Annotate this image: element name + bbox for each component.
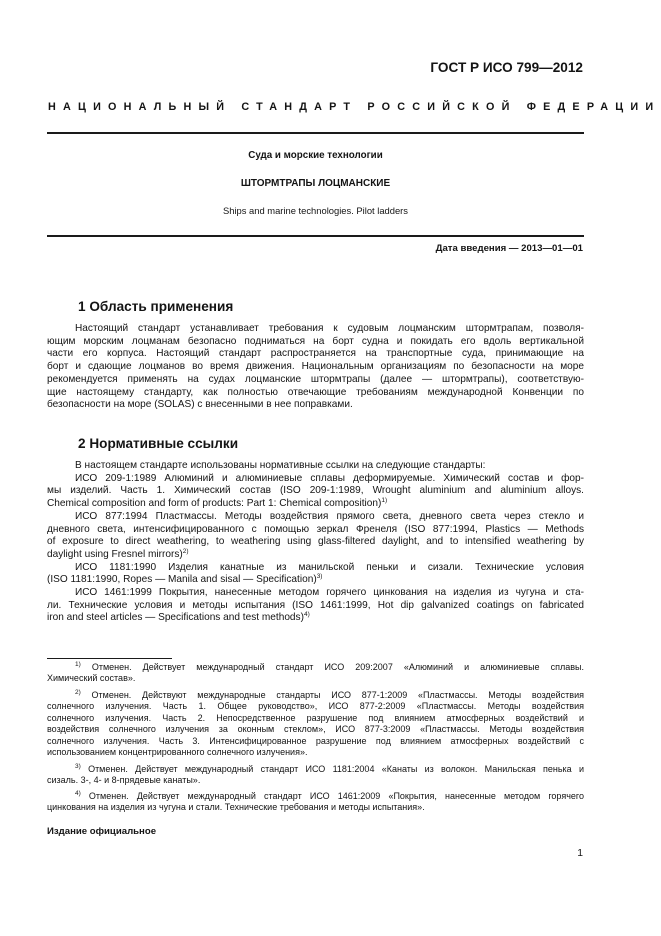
footnote-text: Отменен. Действует международный стандарт ИСО 1461:2009 «Покрытия, нанесенные методом горячего xyxy=(88,791,584,801)
text-line: безопасности на море (SOLAS) с внесенными в нее поправками. xyxy=(47,399,353,411)
national-standard-banner: НАЦИОНАЛЬНЫЙ СТАНДАРТ РОССИЙСКОЙ ФЕДЕРАЦИИ xyxy=(48,101,661,113)
footnote-mark[interactable]: 2) xyxy=(182,547,189,555)
footnote-text: солнечного излучения. Часть 2. Непосредственное разрушение под влиянием атмосферных воздействий и xyxy=(47,712,584,723)
section-2-body xyxy=(47,460,584,625)
reference-iso-209-line xyxy=(47,498,584,511)
text-line: щие настоящему стандарту, как полностью отвечающие требованиям международной Конвенции по xyxy=(47,386,584,398)
footnote-mark: 2) xyxy=(75,689,81,696)
text-line: Настоящий стандарт устанавливает требования к судовым лоцманским штормтрапам, позволя- xyxy=(75,323,584,334)
reference-iso-1181-line xyxy=(47,574,584,587)
introduction-date: Дата введения — 2013—01—01 xyxy=(435,243,583,254)
reference-text: iron and steel articles — Specifications and test methods) xyxy=(47,612,304,624)
footnote-3 xyxy=(47,764,584,787)
reference-text: daylight using Fresnel mirrors) xyxy=(47,548,183,560)
footnote-mark[interactable]: 1) xyxy=(381,497,388,505)
footnote-separator xyxy=(47,658,172,659)
text-line: рекомендуется применять на судах лоцманские штормтрапы (далее — штормтрапы), соответствую- xyxy=(47,373,584,385)
section-2-heading: 2 Нормативные ссылки xyxy=(78,436,239,451)
reference-iso-209-line: ИСО 209-1:1989 Алюминий и алюминиевые сплавы деформируемые. Химический состав и фор- xyxy=(75,472,584,484)
footnote-text: Отменен. Действуют международные стандарты ИСО 877-1:2009 «Пластмассы. Методы воздействия xyxy=(91,690,584,700)
document-title-english: Ships and marine technologies. Pilot ladders xyxy=(222,205,408,216)
reference-iso-877-line: дневного света, интенсифицированного с помощью зеркал Френеля (ISO 877:1994, Plastics — Methods xyxy=(47,523,584,535)
reference-text: Chemical composition and form of products: Part 1: Chemical composition) xyxy=(47,498,382,510)
reference-iso-1461-line: ли. Технические условия и методы испытания (ISO 1461:1999, Hot dip galvanized coatings on fabricated xyxy=(47,599,584,611)
footnote-text: использованием концентрированного солнечного излучения». xyxy=(47,747,308,758)
footnote-text: Отменен. Действует международный стандарт ИСО 209:2007 «Алюминий и алюминиевые сплавы. xyxy=(91,662,584,672)
reference-iso-877-line: ИСО 877:1994 Пластмассы. Методы воздействия прямого света, дневного света через стекло и xyxy=(75,510,584,522)
official-edition-label: Издание официальное xyxy=(47,826,157,837)
section-1-heading: 1 Область применения xyxy=(78,299,234,314)
reference-iso-877-line xyxy=(47,549,584,562)
document-code: ГОСТ Р ИСО 799—2012 xyxy=(430,60,583,75)
reference-text: (ISO 1181:1990, Ropes — Manila and sisal — Specification) xyxy=(47,574,317,586)
footnote-mark: 1) xyxy=(75,661,81,668)
footnote-2 xyxy=(47,690,584,758)
page-number: 1 xyxy=(577,848,583,859)
category-heading: Суда и морские технологии xyxy=(248,150,383,161)
document-title: ШТОРМТРАПЫ ЛОЦМАНСКИЕ xyxy=(240,178,391,189)
title-rule xyxy=(47,235,584,237)
reference-iso-209-line: мы изделий. Часть 1. Химический состав (ISO 209-1:1989, Wrought aluminium and aluminium alloys. xyxy=(47,485,584,497)
text-line: ющим морским лоцманам безопасно подниматься на борт судна и покидать его вдоль вертикальной xyxy=(47,335,584,347)
footnote-mark: 4) xyxy=(75,790,81,797)
reference-iso-1461-line xyxy=(47,612,584,625)
footnote-text: воздействия солнечного излучения за оконным стеклом», ИСО 877-3:2009 «Пластмассы. Методы воздействия xyxy=(47,724,584,735)
top-rule xyxy=(47,132,584,134)
footnote-text: солнечного излучения. Часть 3. Интенсифицированное разрушение под влиянием атмосферных воздействий с xyxy=(47,735,584,746)
footnote-text: цинкования на изделия из чугуна и стали. Технические требования и методы испытания». xyxy=(47,802,425,813)
section-1-paragraph xyxy=(47,323,584,412)
footnote-mark: 3) xyxy=(75,763,81,770)
footnote-text: Химический состав». xyxy=(47,673,136,684)
reference-iso-1461-line: ИСО 1461:1999 Покрытия, нанесенные методом горячего цинкования на изделия из чугуна и ста- xyxy=(75,587,584,599)
footnote-text: сизаль. 3-, 4- и 8-прядевые канаты». xyxy=(47,775,201,786)
reference-iso-1181-line: ИСО 1181:1990 Изделия канатные из манильской пеньки и сизали. Технические условия xyxy=(75,561,584,573)
references-intro: В настоящем стандарте использованы нормативные ссылки на следующие стандарты: xyxy=(75,460,486,471)
text-line: части его корпуса. Настоящий стандарт распространяется на транспортные суда, принимающие на xyxy=(47,348,584,360)
reference-iso-877-line: of exposure to direct weathering, to weathering using glass-filtered daylight, and to intensified weathering by xyxy=(47,536,584,548)
footnote-text: Отменен. Действует международный стандарт ИСО 1181:2004 «Канаты из волокон. Манильская пенька и xyxy=(88,764,584,774)
footnote-mark[interactable]: 3) xyxy=(316,573,323,581)
footnote-1 xyxy=(47,662,584,685)
footnote-text: солнечного излучения. Часть 1. Общее руководство», ИСО 877-2:2009 «Пластмассы. Методы воздействия xyxy=(47,701,584,712)
text-line: борт и сдающие лоцманов во время движения. Национальным организациям по безопасности на море xyxy=(47,361,584,373)
footnote-4 xyxy=(47,791,584,814)
footnote-mark[interactable]: 4) xyxy=(303,611,310,619)
